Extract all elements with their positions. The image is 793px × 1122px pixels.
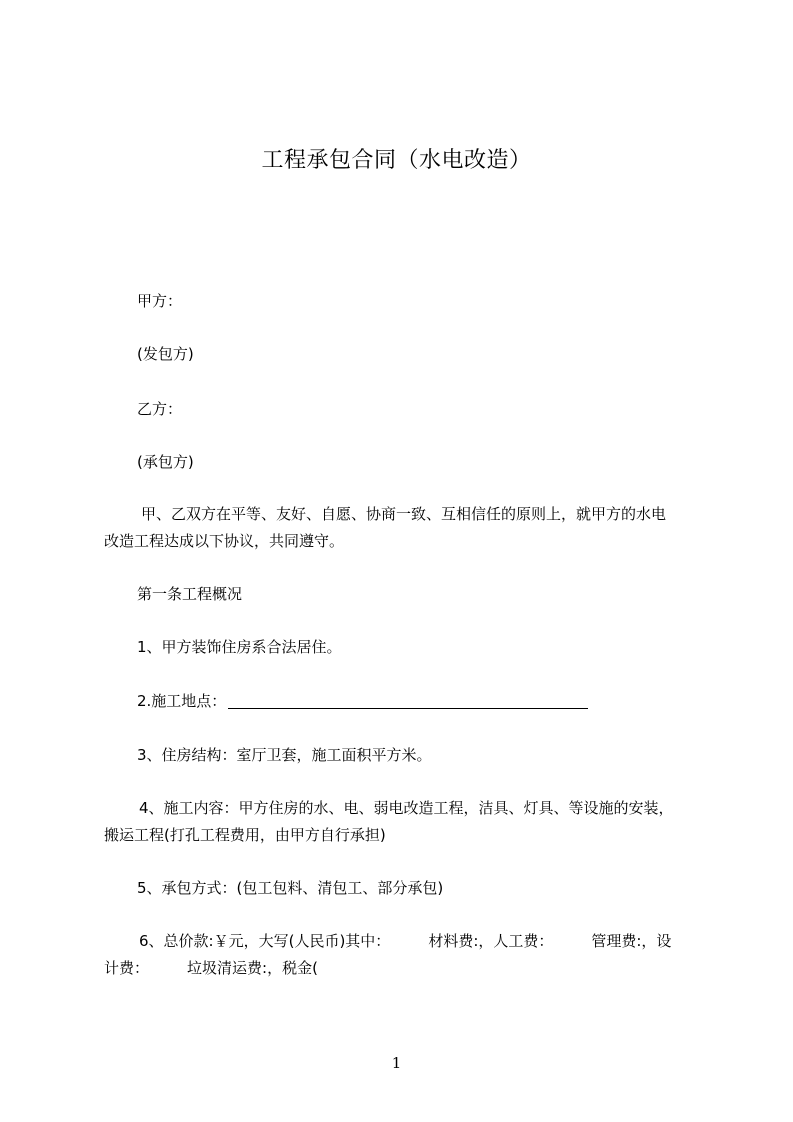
construction-site-blank bbox=[228, 692, 588, 709]
party-b-role: (承包方) bbox=[137, 453, 194, 471]
item-6-material-labor: 材料费:，人工费： bbox=[428, 932, 554, 950]
item-6-waste-tax: 垃圾清运费:，税金( bbox=[187, 959, 318, 977]
item-6-management: 管理费:，设 bbox=[591, 932, 672, 950]
party-a-role: (发包方) bbox=[137, 345, 194, 363]
item-3: 3、住房结构：室厅卫套，施工面积平方米。 bbox=[137, 746, 432, 764]
document-title: 工程承包合同（水电改造） bbox=[261, 148, 532, 173]
item-1: 1、甲方装饰住房系合法居住。 bbox=[137, 638, 342, 656]
item-4-line-1: 4、施工内容：甲方住房的水、电、弱电改造工程，洁具、灯具、等设施的安装， bbox=[139, 799, 674, 817]
intro-line-2: 改造工程达成以下协议，共同遵守。 bbox=[104, 532, 345, 550]
article-1-heading: 第一条工程概况 bbox=[137, 585, 243, 603]
item-5: 5、承包方式：(包工包料、清包工、部分承包) bbox=[137, 879, 444, 897]
item-6-design: 计费： bbox=[104, 959, 150, 977]
item-2 bbox=[137, 688, 588, 714]
party-b-label: 乙方： bbox=[137, 400, 183, 418]
item-4-line-2: 搬运工程(打孔工程费用，由甲方自行承担) bbox=[104, 826, 386, 844]
intro-line-1: 甲、乙双方在平等、友好、自愿、协商一致、互相信任的原则上，就甲方的水电 bbox=[141, 505, 667, 523]
item-6-total: 6、总价款:￥元，大写(人民币)其中： bbox=[139, 932, 391, 950]
party-a-label: 甲方： bbox=[137, 292, 183, 310]
item-2-label: 2.施工地点： bbox=[137, 692, 227, 710]
item-4 bbox=[104, 795, 707, 849]
item-6 bbox=[104, 928, 707, 982]
page-number: 1 bbox=[391, 1054, 402, 1072]
intro-paragraph bbox=[104, 501, 707, 555]
